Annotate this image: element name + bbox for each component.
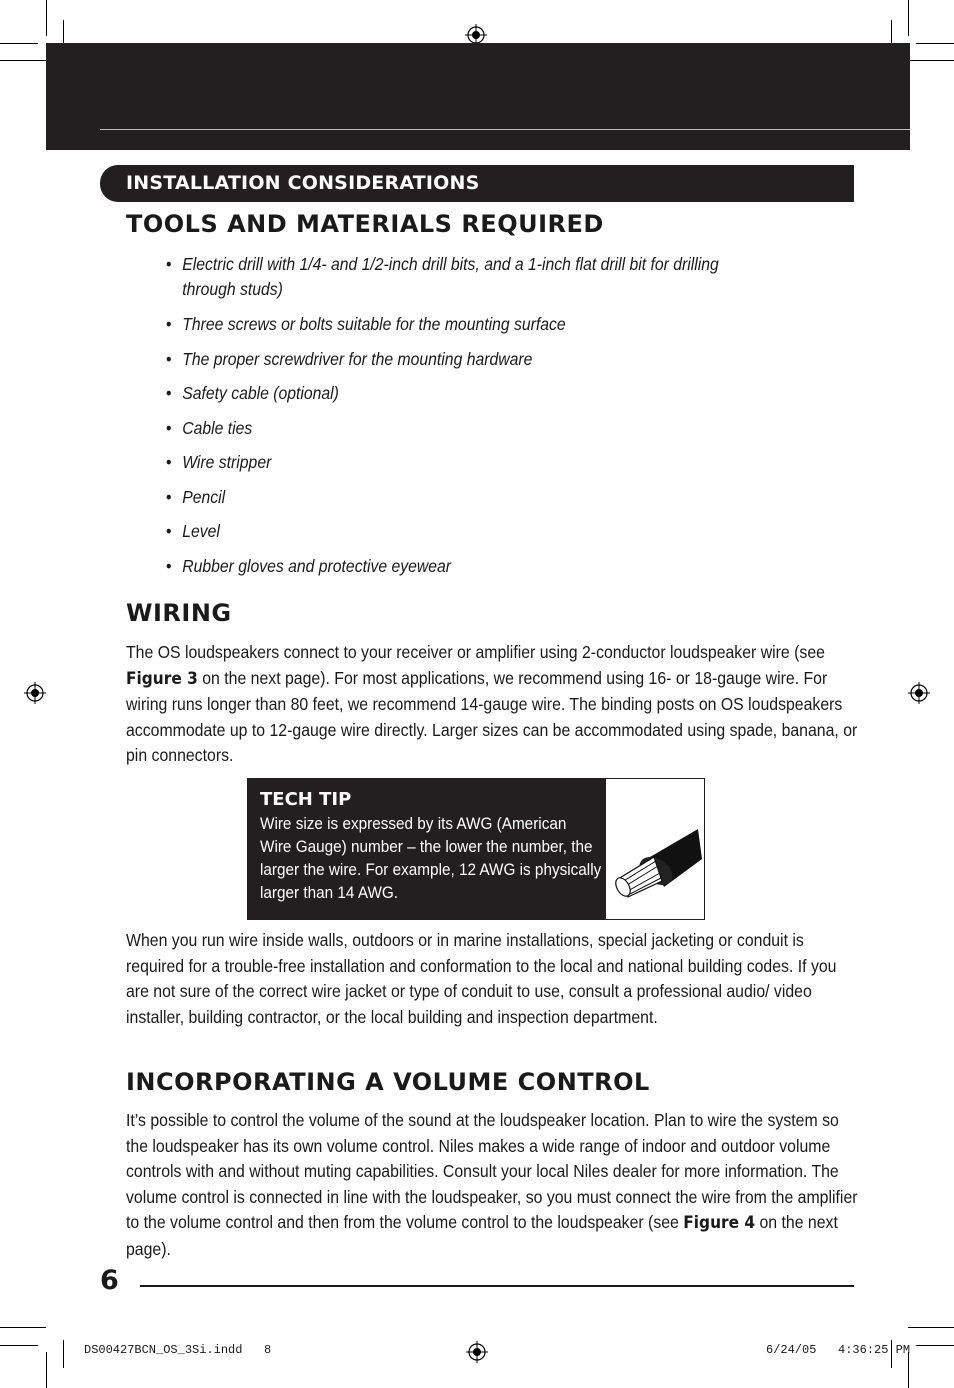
slug-timestamp: 6/24/05 4:36:25 PM (766, 1343, 911, 1357)
figure-3-reference: Figure 3 (126, 668, 198, 689)
crop-mark (0, 1345, 38, 1346)
registration-mark-icon (24, 682, 46, 704)
crop-mark (908, 1327, 954, 1328)
crop-mark (0, 43, 38, 44)
tools-list (166, 252, 846, 579)
list-item: • Pencil (166, 485, 848, 510)
page-number: 6 (100, 1265, 119, 1296)
tech-tip-title: TECH TIP (260, 789, 352, 810)
crop-mark (46, 1352, 47, 1388)
header-band (46, 43, 910, 150)
registration-mark-icon (908, 682, 930, 704)
section-tab-label: INSTALLATION CONSIDERATIONS (126, 172, 480, 194)
list-item: • Electric drill with 1/4- and 1/2-inch drill bits, and a 1-inch flat drill bit for drilling through studs) (166, 252, 848, 302)
wiring-paragraph: The OS loudspeakers connect to your receiver or amplifier using 2-conductor loudspeaker wire (see Figure 3 on the next page). For most applications, we recommend using 16- or 18-gauge wire. For wiring runs longer than 80 feet, we recommend 14-gauge wire. The binding posts on OS loudspeakers accommodate up to 12-gauge wire directly. Larger sizes can be accommodated using spade, banana, or pin connectors. (126, 642, 858, 765)
wire-illustration-icon (610, 783, 702, 915)
figure-4-reference: Figure 4 (683, 1213, 756, 1233)
wiring-heading: WIRING (126, 599, 232, 627)
crop-mark (908, 60, 954, 61)
volume-heading: INCORPORATING A VOLUME CONTROL (126, 1068, 650, 1096)
list-item: • Rubber gloves and protective eyewear (166, 554, 848, 579)
header-rule (100, 129, 910, 130)
list-item: • Safety cable (optional) (166, 381, 848, 406)
list-item: • The proper screwdriver for the mounting hardware (166, 347, 848, 372)
list-item: • Three screws or bolts suitable for the mounting surface (166, 312, 848, 337)
registration-mark-icon (466, 1341, 488, 1363)
footer-rule (140, 1285, 854, 1287)
crop-mark (916, 43, 954, 44)
crop-mark (46, 0, 47, 36)
crop-mark (916, 1345, 954, 1346)
crop-mark (0, 1327, 46, 1328)
tech-tip-box (247, 778, 705, 920)
volume-paragraph: It’s possible to control the volume of the sound at the loudspeaker location. Plan to wire the system so the loudspeaker has its own volume control. Niles makes a wide range of indoor and outdoor volume controls with and without muting capabilities. Consult your local Niles dealer for more information. The volume control is connected in line with the loudspeaker, so you must connect the wire from the amplifier to the volume control and then from the volume control to the loudspeaker (see Figure 4 on the next page). (126, 1110, 858, 1259)
crop-mark (63, 1340, 64, 1368)
slug-filename: DS00427BCN_OS_3Si.indd 8 (84, 1343, 272, 1357)
tech-tip-panel (248, 779, 606, 919)
tech-tip-text: Wire size is expressed by its AWG (American Wire Gauge) number – the lower the number, the larger the wire. For example, 12 AWG is physically larger than 14 AWG. (260, 814, 602, 902)
section-tab (100, 165, 854, 202)
list-item: • Wire stripper (166, 450, 848, 475)
list-item: • Cable ties (166, 416, 848, 441)
tools-heading: TOOLS AND MATERIALS REQUIRED (126, 210, 604, 238)
crop-mark (908, 1352, 909, 1388)
conduit-paragraph: When you run wire inside walls, outdoors or in marine installations, special jacketing or conduit is required for a trouble-free installation and conformation to the local and national building codes. If you are not sure of the correct wire jacket or type of conduit to use, consult a professional audio/ video installer, building contractor, or the local building and inspection department. (126, 930, 837, 1027)
crop-mark (0, 60, 46, 61)
list-item: • Level (166, 519, 848, 544)
crop-mark (908, 0, 909, 36)
